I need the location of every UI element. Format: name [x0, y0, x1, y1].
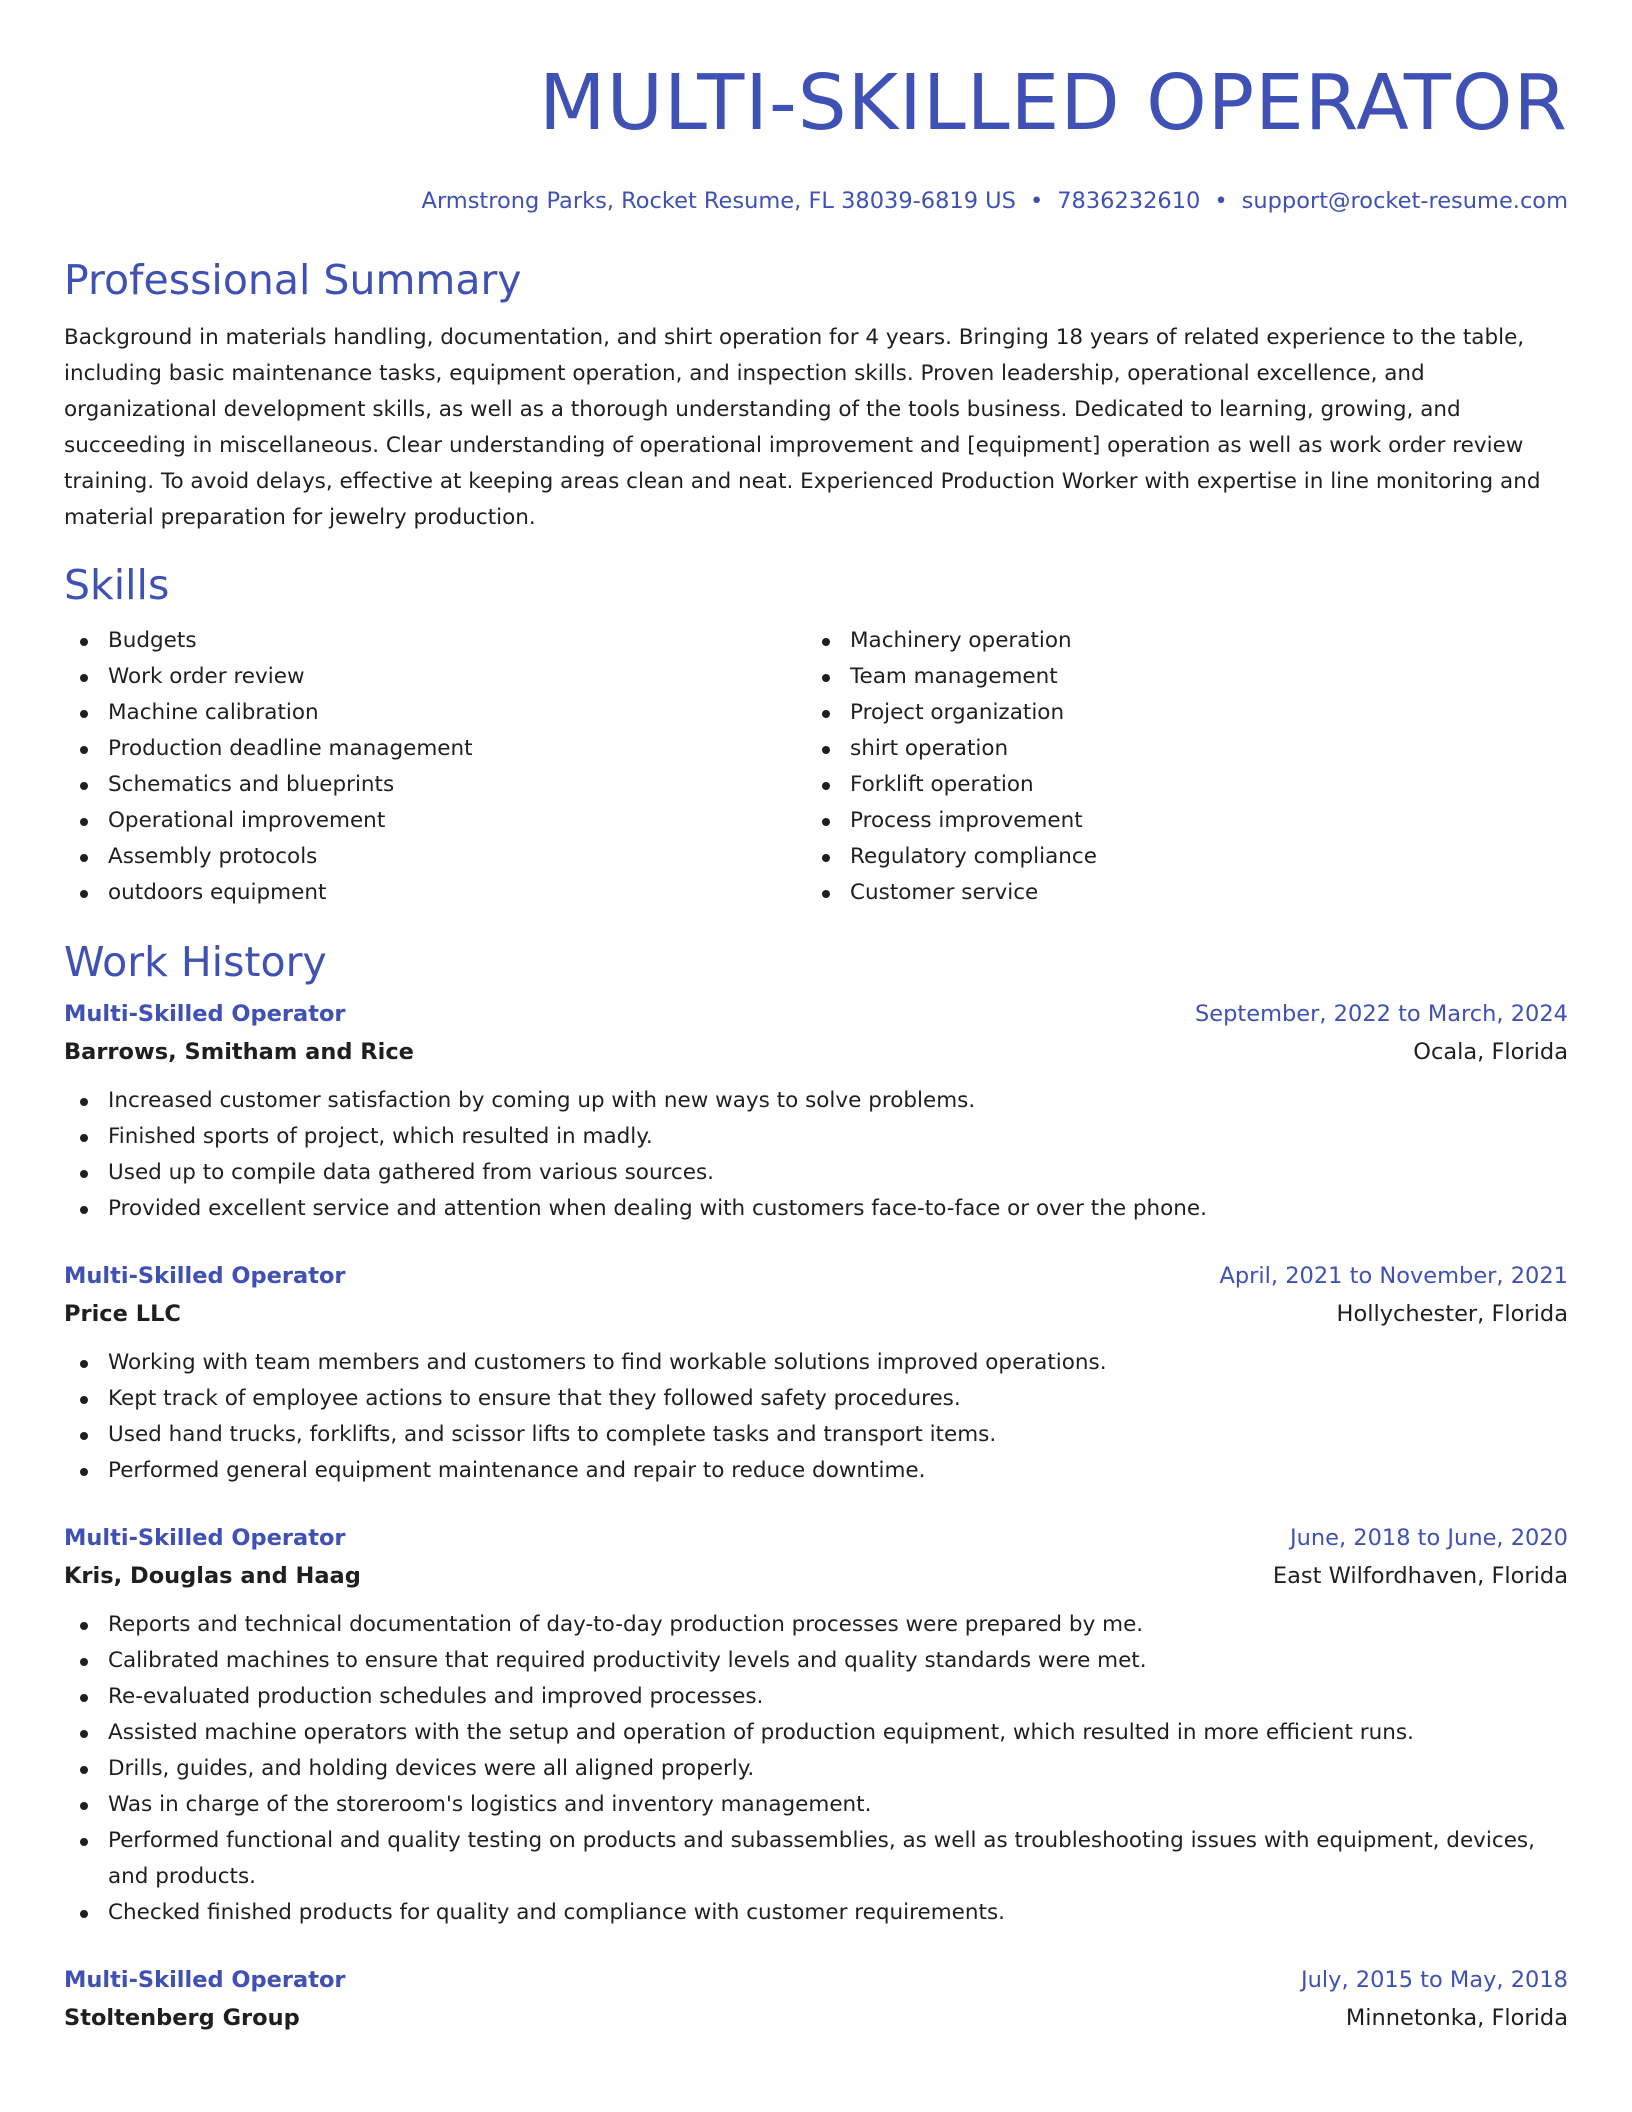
duty-item: Reports and technical documentation of day-to-day production processes were prepared by me. — [64, 1607, 1568, 1643]
duty-item: Provided excellent service and attention when dealing with customers face-to-face or over the phone. — [64, 1191, 1568, 1227]
resume-name: MULTI-SKILLED OPERATOR — [539, 59, 1568, 148]
section-title-summary: Professional Summary — [64, 256, 522, 304]
job-title: Multi-Skilled Operator — [64, 1001, 346, 1027]
skill-item: Regulatory compliance — [806, 839, 1548, 875]
job-entry — [64, 1961, 1568, 2037]
job-duties — [64, 1607, 1568, 1931]
duty-item: Kept track of employee actions to ensure that they followed safety procedures. — [64, 1381, 1568, 1417]
contact-phone: 7836232610 — [1057, 188, 1201, 214]
skill-item: Customer service — [806, 875, 1548, 911]
duty-item: Used hand trucks, forklifts, and scissor lifts to complete tasks and transport items. — [64, 1417, 1568, 1453]
job-entry — [64, 995, 1568, 1227]
job-dates: April, 2021 to November, 2021 — [1219, 1263, 1568, 1289]
summary-text: Background in materials handling, documentation, and shirt operation for 4 years. Bringing 18 years of related experience to the table, including basic maintenance tasks, equipment operation, and inspection skills. Proven leadership, operational excellence, and organizational development skills, as well as a thorough understanding of the tools business. Dedicated to learning, growing, and succeeding in miscellaneous. Clear understanding of operational improvement and [equipment] operation as well as work order review training. To avoid delays, effective at keeping areas clean and neat. Experienced Production Worker with expertise in line monitoring and material preparation for jewelry production. — [64, 325, 1541, 530]
job-title: Multi-Skilled Operator — [64, 1525, 346, 1551]
skill-item: Process improvement — [806, 803, 1548, 839]
job-duties — [64, 1083, 1568, 1227]
job-dates: July, 2015 to May, 2018 — [1300, 1967, 1568, 1993]
skill-item: shirt operation — [806, 731, 1548, 767]
job-location: East Wilfordhaven, Florida — [1272, 1563, 1568, 1589]
job-dates: September, 2022 to March, 2024 — [1195, 1001, 1568, 1027]
job-company: Price LLC — [64, 1301, 181, 1327]
skill-item: Forklift operation — [806, 767, 1548, 803]
skills-column-right — [806, 623, 1548, 911]
contact-address: Armstrong Parks, Rocket Resume, FL 38039-6819 US — [421, 188, 1016, 214]
duty-item: Used up to compile data gathered from various sources. — [64, 1155, 1568, 1191]
job-company: Stoltenberg Group — [64, 2005, 300, 2031]
section-title-work-history: Work History — [64, 938, 327, 986]
job-dates: June, 2018 to June, 2020 — [1289, 1525, 1568, 1551]
skill-item: Assembly protocols — [64, 839, 806, 875]
job-location: Hollychester, Florida — [1336, 1301, 1568, 1327]
duty-item: Re-evaluated production schedules and improved processes. — [64, 1679, 1568, 1715]
duty-item: Working with team members and customers to find workable solutions improved operations. — [64, 1345, 1568, 1381]
skill-item: Machine calibration — [64, 695, 806, 731]
job-title: Multi-Skilled Operator — [64, 1263, 346, 1289]
skills-column-left — [64, 623, 806, 911]
job-entry — [64, 1519, 1568, 1931]
duty-item: Drills, guides, and holding devices were all aligned properly. — [64, 1751, 1568, 1787]
skill-item: Schematics and blueprints — [64, 767, 806, 803]
section-title-skills: Skills — [64, 561, 170, 609]
job-company: Barrows, Smitham and Rice — [64, 1039, 414, 1065]
contact-email: support@rocket-resume.com — [1241, 188, 1568, 214]
duty-item: Was in charge of the storeroom's logistics and inventory management. — [64, 1787, 1568, 1823]
duty-item: Performed functional and quality testing on products and subassemblies, as well as troubleshooting issues with equipment, devices, and products. — [64, 1823, 1568, 1895]
contact-separator: • — [1214, 188, 1228, 214]
skill-item: Production deadline management — [64, 731, 806, 767]
skill-item: Operational improvement — [64, 803, 806, 839]
duty-item: Calibrated machines to ensure that required productivity levels and quality standards were met. — [64, 1643, 1568, 1679]
job-entry — [64, 1257, 1568, 1489]
job-company: Kris, Douglas and Haag — [64, 1563, 361, 1589]
job-title: Multi-Skilled Operator — [64, 1967, 346, 1993]
resume-page — [64, 0, 1568, 2037]
skill-item: Team management — [806, 659, 1548, 695]
contact-line — [64, 186, 1568, 216]
skills-list — [64, 623, 1568, 911]
skill-item: outdoors equipment — [64, 875, 806, 911]
duty-item: Performed general equipment maintenance and repair to reduce downtime. — [64, 1453, 1568, 1489]
job-duties — [64, 1345, 1568, 1489]
skill-item: Work order review — [64, 659, 806, 695]
duty-item: Finished sports of project, which resulted in madly. — [64, 1119, 1568, 1155]
skill-item: Machinery operation — [806, 623, 1548, 659]
contact-separator: • — [1029, 188, 1044, 214]
job-location: Ocala, Florida — [1413, 1039, 1568, 1065]
duty-item: Assisted machine operators with the setup and operation of production equipment, which resulted in more efficient runs. — [64, 1715, 1568, 1751]
skill-item: Project organization — [806, 695, 1548, 731]
duty-item: Checked finished products for quality and compliance with customer requirements. — [64, 1895, 1568, 1931]
job-location: Minnetonka, Florida — [1345, 2005, 1568, 2031]
duty-item: Increased customer satisfaction by coming up with new ways to solve problems. — [64, 1083, 1568, 1119]
skill-item: Budgets — [64, 623, 806, 659]
